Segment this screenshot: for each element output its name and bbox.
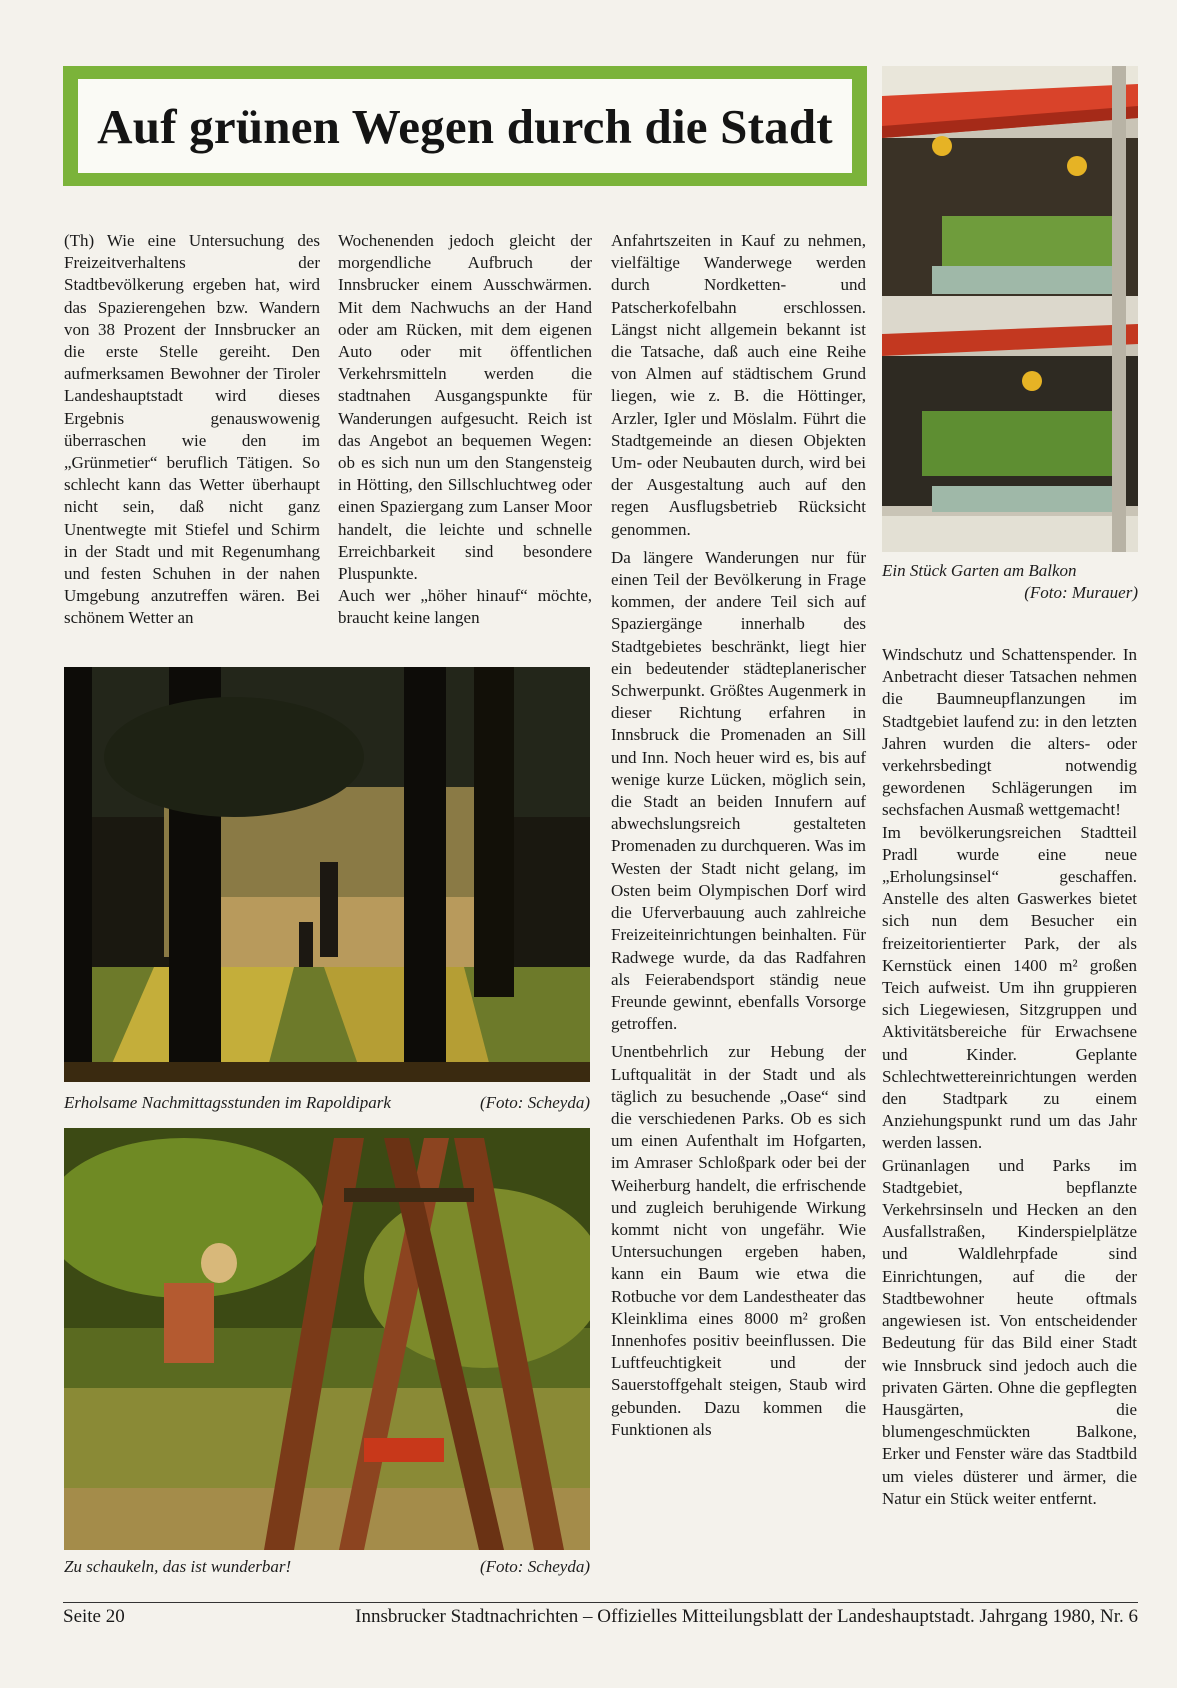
paragraph: Unentbehrlich zur Hebung der Luftqualität in der Stadt und als täglich zu besuchende „Oase“ sind die verschiedenen Parks. Ob es sich um einen Aufenthalt im Hofgarten, im Amraser Schloßpark oder bei der Weiherburg handelt, die erfrischende und zugleich beruhigende Wirkung kommt nicht von ungefähr. Wie Untersuchungen ergeben haben, kann ein Baum wie etwa die Rotbuche vor dem Landestheater das Kleinklima eines 8000 m² großen Innenhofes positiv beeinflussen. Die Luftfeuchtigkeit und der Sauerstoffgehalt steigen, Staub wird gebunden. Dazu kommen die Funktionen als <box>611 1042 866 1439</box>
paragraph: Anfahrtszeiten in Kauf zu nehmen, vielfältige Wanderwege werden durch Nordketten- und Patscherkofelbahn erschlossen. Längst nicht allgemein bekannt ist die Tatsache, daß auch eine Reihe von Almen auf städtischem Grund liegen, wie z. B. die Höttinger, Arzler, Igler und Möslalm. Führt die Stadtgemeinde an diesen Objekten Um- oder Neubauten durch, wird bei der Ausgestaltung auch auf den regen Ausflugsbetrieb Rücksicht genommen. <box>611 231 866 539</box>
park-photo <box>64 667 590 1082</box>
publication-info: Innsbrucker Stadtnachrichten – Offizielles Mitteilungsblatt der Landeshauptstadt. Jahrgang 1980, Nr. 6 <box>355 1606 1138 1627</box>
caption-text: Erholsame Nachmittagsstunden im Rapoldipark <box>64 1093 391 1112</box>
photo-credit: (Foto: Scheyda) <box>480 1093 590 1112</box>
paragraph: Auch wer „höher hinauf“ möchte, braucht keine langen <box>338 586 592 628</box>
paragraph: Windschutz und Schattenspender. In Anbetracht dieser Tatsachen nehmen die Baumneupflanzungen im Stadtgebiet laufend zu: in den letzten Jahren wurden die alters- oder verkehrsbedingt notwendig gewordenen Schlägerungen im sechsfachen Ausmaß wettgemacht! <box>882 645 1137 820</box>
caption-text: Zu schaukeln, das ist wunderbar! <box>64 1557 292 1576</box>
title-box <box>78 79 852 173</box>
balcony-caption <box>882 560 1138 604</box>
paragraph: Wochenenden jedoch gleicht der morgendliche Aufbruch der Innsbrucker einem Ausschwärmen. Mit dem Nachwuchs an der Hand oder am Rücken, mit dem eigenen Auto oder mit öffentlichen Verkehrsmitteln werden die stadtnahen Ausgangspunkte für Wanderungen aufgesucht. Reich ist das Angebot an bequemen Wegen: ob es sich nun um den Stangensteig in Hötting, den Sillschluchtweg oder einen Spaziergang zum Lanser Moor handelt, die leichte und schnelle Erreichbarkeit sind besondere Pluspunkte. <box>338 231 592 584</box>
park-caption <box>64 1092 590 1114</box>
caption-text: Ein Stück Garten am Balkon <box>882 561 1077 580</box>
photo-credit: (Foto: Scheyda) <box>480 1557 590 1576</box>
title-frame <box>63 66 867 186</box>
paragraph: Grünanlagen und Parks im Stadtgebiet, bepflanzte Verkehrsinseln und Hecken an den Ausfallstraßen, Kinderspielplätze und Waldlehrpfade sind Einrichtungen, auf die der Stadtbewohner heute oftmals angewiesen ist. Von entscheidender Bedeutung für das Bild einer Stadt wie Innsbruck sind jedoch auch die privaten Gärten. Ohne die gepflegten Hausgärten, die blumengeschmückten Balkone, Erker und Fenster wäre das Stadtbild um vieles düsterer und ärmer, die Natur ein Stück weiter entfernt. <box>882 1155 1137 1508</box>
text-column-2 <box>338 230 592 630</box>
article-title: Auf grünen Wegen durch die Stadt <box>97 98 833 154</box>
paragraph: Da längere Wanderungen nur für einen Teil der Bevölkerung in Frage kommen, der andere Teil sich auf Spaziergänge innerhalb des Stadtgebietes beschränkt, liegt hier ein bedeutender städteplanerischer Schwerpunkt. Größtes Augenmerk in dieser Richtung erfahren in Innsbruck die Promenaden an Sill und Inn. Noch heuer wird es, bis auf wenige kurze Lücken, möglich sein, die Stadt an beiden Innufern auf abwechslungsreich gestalteten Promenaden zu durchqueren. Was im Westen der Stadt nicht gelang, im Osten beim Olympischen Dorf wird die Uferverbauung auch zahlreiche Freizeiteinrichtungen beinhalten. Für Radwege wurde, da das Radfahren als Feierabendsport ständig neue Freunde gewinnt, ebenfalls Vorsorge getroffen. <box>611 547 866 1034</box>
swing-photo <box>64 1128 590 1550</box>
text-column-3 <box>611 230 866 1441</box>
text-column-1 <box>64 230 320 630</box>
page-number: Seite 20 <box>63 1606 125 1627</box>
paragraph: (Th) Wie eine Untersuchung des Freizeitverhaltens der Stadtbevölkerung ergeben hat, wird das Spazierengehen bzw. Wandern von 38 Prozent der Innsbrucker an die erste Stelle gereiht. Den aufmerksamen Bewohner der Tiroler Landeshauptstadt wird dieses Ergebnis genauswowenig überraschen wie den im „Grünmetier“ beruflich Tätigen. So schlecht kann das Wetter überhaupt nicht sein, daß nicht ganz Unentwegte mit Stiefel und Schirm in der Stadt und mit Regenumhang und festen Schuhen in der nahen Umgebung anzutreffen wären. Bei schönem Wetter an <box>64 231 320 628</box>
swing-caption <box>64 1556 590 1578</box>
text-column-4 <box>882 644 1137 1510</box>
page-footer <box>63 1606 1138 1628</box>
footer-divider <box>63 1602 1138 1603</box>
balcony-photo <box>882 66 1138 552</box>
paragraph: Im bevölkerungsreichen Stadtteil Pradl wurde eine neue „Erholungsinsel“ geschaffen. Anstelle des alten Gaswerkes bietet sich nun dem Besucher ein freizeitorientierter Park, der als Kernstück einen 1400 m² großen Teich aufweist. Um ihn gruppieren sich Liegewiesen, Sitzgruppen und Aktivitätsbereiche für Erwachsene und Kinder. Geplante Schlechtwettereinrichtungen werden den Stadtpark zu einem Anziehungspunkt rund um das Jahr werden lassen. <box>882 822 1137 1153</box>
photo-credit: (Foto: Murauer) <box>1024 583 1138 602</box>
